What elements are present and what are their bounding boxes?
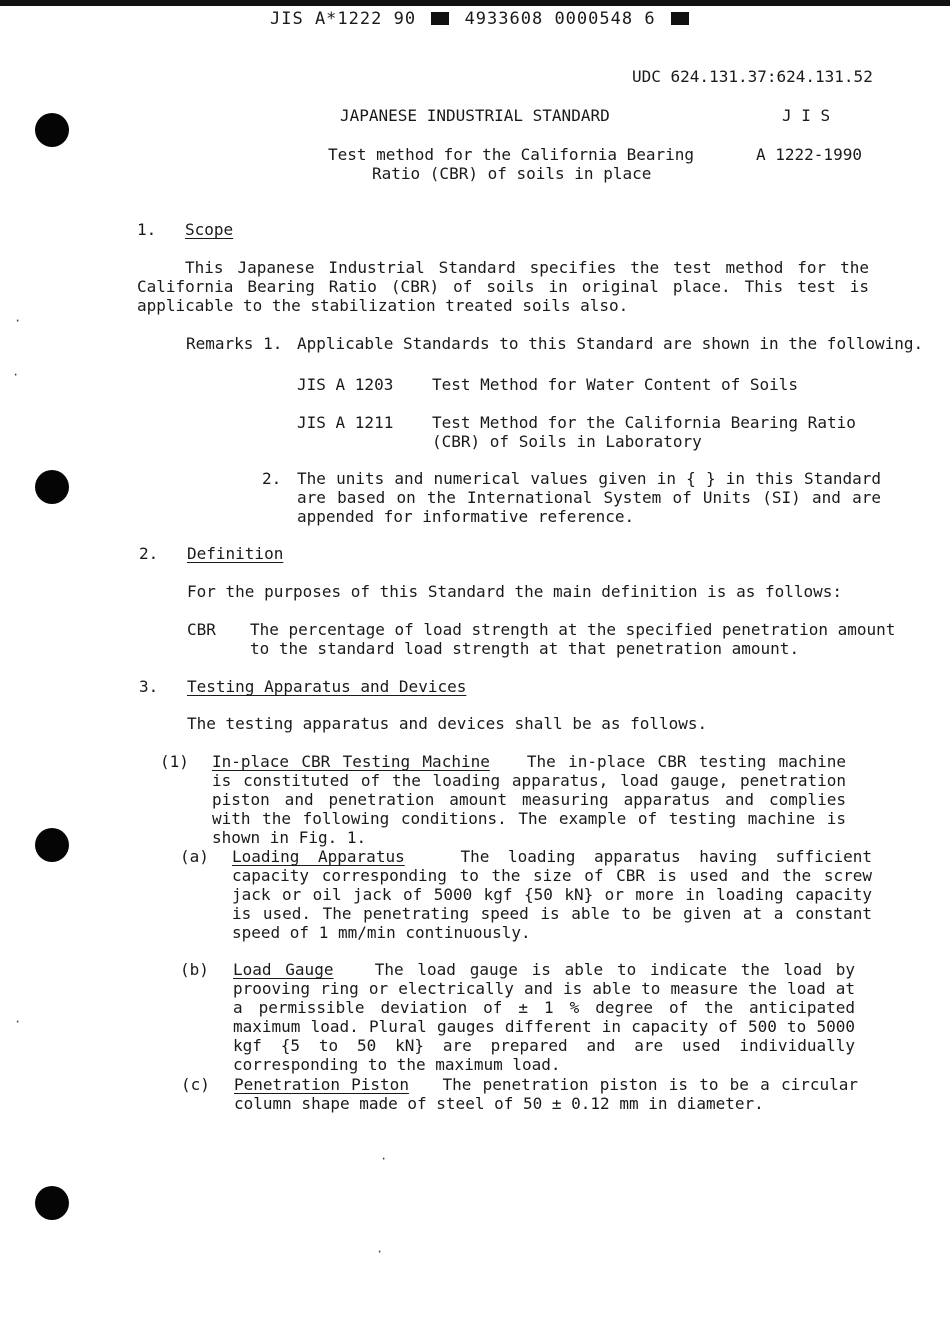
remarks-label: Remarks 1.	[186, 334, 283, 353]
section-1-title: Scope	[185, 220, 234, 239]
ref-code: JIS A 1203	[297, 375, 394, 394]
remark-2-text: The units and numerical values given in { } in this Standard are based on the International System of Units (SI) and are appended for informative reference.	[297, 469, 881, 526]
item-a-number: (a)	[180, 847, 209, 866]
ref-title-line1: Test Method for the California Bearing Ratio	[432, 413, 856, 432]
section-2-number: 2.	[139, 544, 159, 563]
definition-line2: to the standard load strength at that penetration amount.	[250, 639, 800, 658]
section-3-title: Testing Apparatus and Devices	[187, 677, 467, 696]
scan-speck: ·	[376, 1245, 384, 1259]
header-code-part1: JIS A*1222 90	[270, 9, 417, 29]
ref-title-line2: (CBR) of Soils in Laboratory	[432, 432, 702, 451]
jis-mark: J I S	[782, 106, 831, 125]
filled-block-mark	[671, 12, 689, 25]
item-b-number: (b)	[180, 960, 209, 979]
header-code	[270, 10, 693, 29]
item-c-paragraph	[234, 1075, 858, 1113]
ref-title: Test Method for Water Content of Soils	[432, 375, 799, 394]
item-1-paragraph	[212, 752, 846, 847]
standard-number: A 1222-1990	[756, 145, 862, 164]
document-title: JAPANESE INDUSTRIAL STANDARD	[340, 106, 610, 125]
item-b-paragraph	[233, 960, 855, 1074]
section-2-title: Definition	[187, 544, 284, 563]
item-1-number: (1)	[160, 752, 189, 771]
item-c-title: Penetration Piston	[234, 1075, 409, 1094]
subtitle-line2: Ratio (CBR) of soils in place	[372, 164, 652, 183]
punch-hole	[35, 470, 69, 504]
item-c-number: (c)	[181, 1075, 210, 1094]
item-a-title: Loading Apparatus	[232, 847, 405, 866]
header-code-part2: 4933608 0000548 6	[464, 9, 656, 29]
section-2-intro: For the purposes of this Standard the main definition is as follows:	[187, 582, 843, 601]
udc-number: UDC 624.131.37:624.131.52	[632, 67, 873, 86]
item-a-text: The loading apparatus having sufficient capacity corresponding to the size of CBR is used and the screw jack or oil jack of 5000 kgf {50 kN} or more in loading capacity is used. The penetrating speed is able to be given at a constant speed of 1 mm/min continuously.	[232, 847, 872, 942]
punch-hole	[35, 1186, 69, 1220]
item-c-text: The penetration piston is to be a circular column shape made of steel of 50 ± 0.12 mm in diameter.	[234, 1075, 859, 1113]
top-border	[0, 0, 950, 6]
filled-block-mark	[431, 12, 449, 25]
item-1-text: The in-place CBR testing machine is constituted of the loading apparatus, load gauge, penetration piston and penetration amount measuring apparatus and complies with the following conditions. The example of testing machine is shown in Fig. 1.	[212, 752, 847, 847]
item-b-text: The load gauge is able to indicate the load by prooving ring or electrically and is able to measure the load at a permissible deviation of ± 1 % degree of the anticipated maximum load. Plural gauges different in capacity of 500 to 5000 kgf {5 to 50 kN} are prepared and are used individually corresponding to the maximum load.	[233, 960, 856, 1074]
scan-speck: ·	[380, 1152, 388, 1166]
definition-line1: The percentage of load strength at the specified penetration amount	[250, 620, 896, 639]
remark-2-number: 2.	[262, 469, 282, 488]
section-3-intro: The testing apparatus and devices shall be as follows.	[187, 714, 708, 733]
item-1-title: In-place CBR Testing Machine	[212, 752, 490, 771]
remark-1-text: Applicable Standards to this Standard are shown in the following.	[297, 334, 924, 353]
punch-hole	[35, 828, 69, 862]
item-a-paragraph	[232, 847, 872, 942]
scan-speck: ·	[12, 368, 20, 382]
section-1-number: 1.	[137, 220, 157, 239]
subtitle-line1: Test method for the California Bearing	[328, 145, 695, 164]
punch-hole	[35, 113, 69, 147]
ref-code: JIS A 1211	[297, 413, 394, 432]
scan-speck: ·	[14, 314, 22, 328]
section-3-number: 3.	[139, 677, 159, 696]
section-1-body: This Japanese Industrial Standard specifies the test method for the California Bearing Ratio (CBR) of soils in original place. This test is applicable to the stabilization treated soils also.	[137, 258, 869, 315]
item-b-title: Load Gauge	[233, 960, 334, 979]
scan-speck: ·	[14, 1015, 22, 1029]
definition-term: CBR	[187, 620, 216, 639]
